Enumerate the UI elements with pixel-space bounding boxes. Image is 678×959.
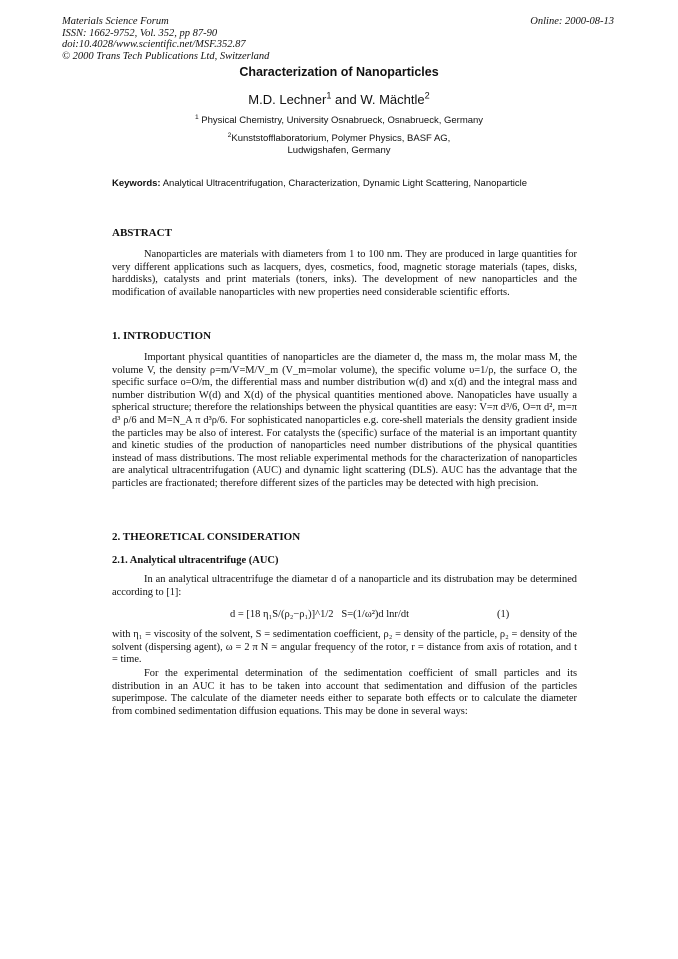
author-1-sup: 1 xyxy=(326,90,332,101)
theory-para-2 xyxy=(112,629,577,667)
theory-heading: 2. THEORETICAL CONSIDERATION xyxy=(112,531,301,543)
theory-para-3-body: For the experimental determination of the sedimentation coefficient of small particles and its distribution in an AUC it has to be taken into account that sedimentation and diffusion of the particles superimpose. The calculate of the diameter needs either to separate both effects or to calculate the diameter from combined sedimentation diffusion equations. This may be done in several ways: xyxy=(112,668,577,717)
journal-header xyxy=(62,16,269,62)
theory-para-3 xyxy=(112,668,577,718)
affiliation-2-text-a: Kunststofflaboratorium, Polymer Physics, BASF AG, xyxy=(231,133,451,144)
affiliation-1-sup: 1 xyxy=(194,113,199,121)
journal-name: Materials Science Forum xyxy=(62,16,169,27)
keywords xyxy=(112,178,582,189)
equation-1-rhs: S=(1/ω²)d lnr/dt xyxy=(341,609,409,620)
intro-heading: 1. INTRODUCTION xyxy=(112,330,212,342)
abstract-heading: ABSTRACT xyxy=(112,227,172,239)
affiliation-2-sup: 2 xyxy=(227,131,232,139)
theory-para-1-body: In an analytical ultracentrifuge the diametar d of a nanoparticle and its distrubation may be determined according to [1]: xyxy=(112,574,577,598)
affiliation-1-text: Physical Chemistry, University Osnabrueck, Osnabrueck, Germany xyxy=(201,115,484,126)
affiliation-1 xyxy=(0,115,678,127)
online-date: Online: 2000-08-13 xyxy=(530,16,614,27)
keywords-text: Analytical Ultracentrifugation, Characterization, Dynamic Light Scattering, Nanoparticle xyxy=(160,178,528,189)
equation-1-body xyxy=(230,609,409,620)
theory-para-1 xyxy=(112,574,577,599)
copyright-line: © 2000 Trans Tech Publications Ltd, Switzerland xyxy=(62,50,270,62)
equation-1-number: (1) xyxy=(497,609,510,620)
keywords-label: Keywords: xyxy=(112,178,161,189)
issn-line: ISSN: 1662-9752, Vol. 352, pp 87-90 xyxy=(62,27,218,39)
paper-title: Characterization of Nanoparticles xyxy=(239,65,439,79)
author-1: M.D. Lechner xyxy=(248,92,327,107)
intro-body: Important physical quantities of nanoparticles are the diameter d, the mass m, the molar mass M, the volume V, the density ρ=m/V=M/V_m (V_m=molar volume), the specific volume υ=1/ρ, the surface O, the specific surface o=O/m, the differential mass and number distribution w(d) and x(d) and the integral mass and number distribution W(d) and X(d) of the physical quantities mentioned above. Nanopaticles have usually a spherical structure; therefore the relationships between the physical quantities are easy: V=π d³/6, O=π d², m=π d³ ρ/6 and M=N_A π d³ρ/6. For sophisticated nanoparticles e.g. core-shell materials the density gradient inside the particles may be also of interest. For catalysts the (specific) surface of the material is an important quantity and kinetic studies of the production of nanoparticles need number distributions of the physical quantities instead of mass distributions. The most reliable experimental methods for the characterization of nanoparticles are analytical ultracentrifugation (AUC) and dynamic light scattering (DLS). AUC has the advantage that the particles are fractionated; therefore different sizes of the particles may be detected with high precision. xyxy=(112,352,577,489)
abstract-body: Nanoparticles are materials with diameters from 1 to 100 nm. They are produced in large quantities for very different applications such as lacquers, dyes, cosmetics, food, magnetic storage materials (tapes, disks, harddisks), catalysts and print materials (toners, inks). The development of new nanoparticles and the modification of available nanoparticles with new properties need considerable scientific efforts. xyxy=(112,249,577,298)
affiliation-2 xyxy=(0,133,678,157)
doi-line: doi:10.4028/www.scientific.net/MSF.352.87 xyxy=(62,39,246,50)
author-line xyxy=(0,92,678,107)
author-2-sup: 2 xyxy=(424,90,430,101)
theory-para-2-body: with η₁ = viscosity of the solvent, S = sedimentation coefficient, ρ₂ = density of the particle, ρ₂ = density of the solvent (dispersing agent), ω = 2 π N = angular frequency of the rotor, r = distance from axis of rotation, and t = time. xyxy=(112,629,577,666)
equation-1-lhs: d = [18 η₁S/(ρ₂−ρ₁)]^1/2 xyxy=(230,609,334,620)
abstract-text xyxy=(112,249,577,299)
auc-subheading: 2.1. Analytical ultracentrifuge (AUC) xyxy=(112,555,279,566)
intro-text xyxy=(112,352,577,491)
affiliation-2-text-b: Ludwigshafen, Germany xyxy=(287,145,391,156)
author-2: and W. Mächtle xyxy=(331,92,425,107)
